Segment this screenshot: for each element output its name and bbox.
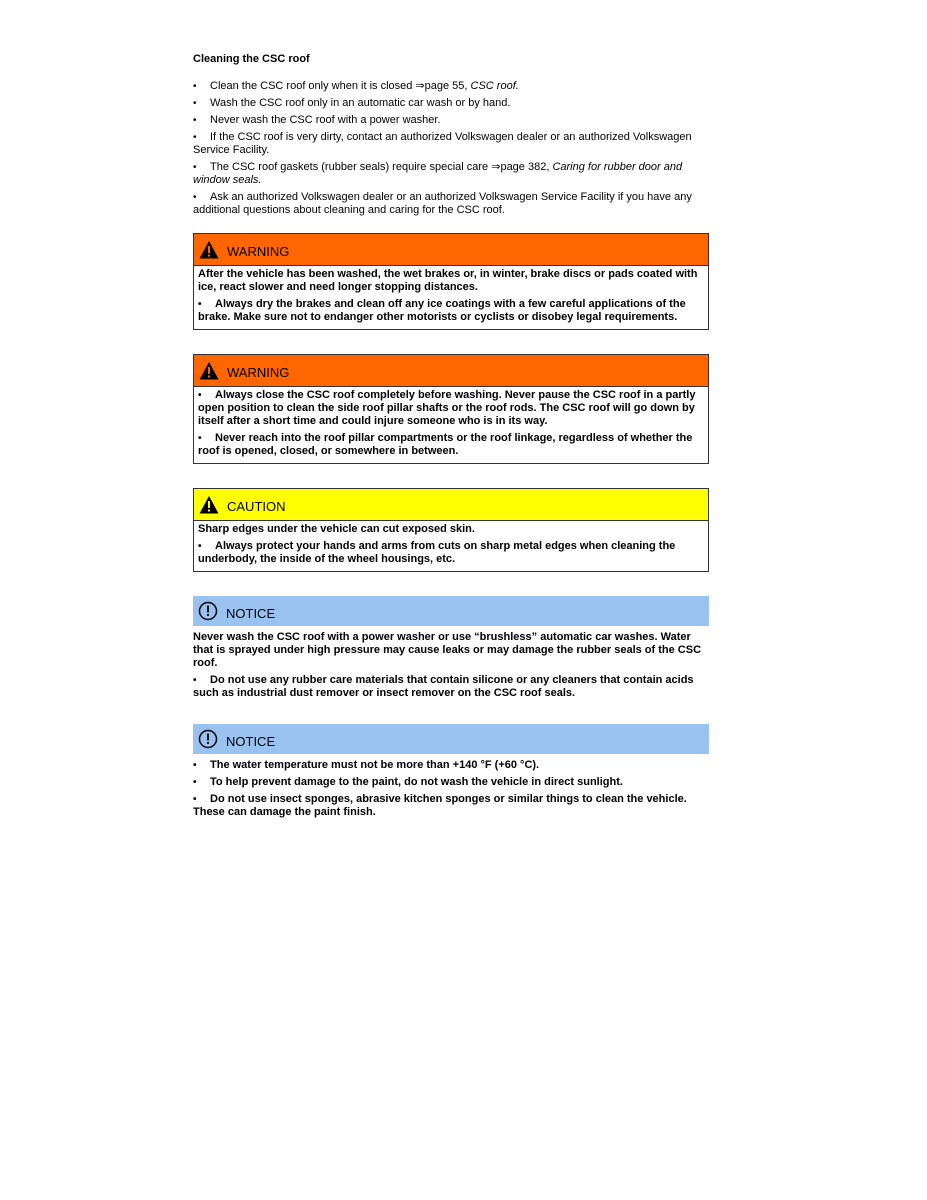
page-content xyxy=(193,52,709,823)
caution-header xyxy=(194,489,708,521)
exclamation-circle-icon xyxy=(198,729,218,749)
notice-bullet xyxy=(193,759,709,772)
list-item-text: The CSC roof gaskets (rubber seals) require special care ⇒page 382, xyxy=(210,161,553,173)
warning-bullet-text: Always dry the brakes and clean off any ice coatings with a few careful applications of the brake. Make sure not to endanger other motorists or cyclists or disobey legal requirements. xyxy=(198,298,686,323)
notice-bullet xyxy=(193,674,709,700)
bullet-icon xyxy=(193,161,210,174)
bullet-icon xyxy=(193,97,210,110)
warning-box xyxy=(193,233,709,330)
bullet-icon xyxy=(198,540,215,553)
list-item-text: Ask an authorized Volkswagen dealer or an authorized Volkswagen Service Facility if you have any additional questions about cleaning and caring for the CSC roof. xyxy=(193,191,692,216)
notice-bullet-text: To help prevent damage to the paint, do not wash the vehicle in direct sunlight. xyxy=(210,776,623,788)
warning-bullet xyxy=(198,298,705,324)
list-item xyxy=(193,191,709,217)
warning-header xyxy=(194,234,708,266)
warning-bullet-text: Always close the CSC roof completely before washing. Never pause the CSC roof in a partly open position to clean the side roof pillar shafts or the roof rods. The CSC roof will go down by itself after a short time and could injure someone who is in its way. xyxy=(198,389,696,427)
bullet-icon xyxy=(198,432,215,445)
warning-bullet xyxy=(198,432,705,458)
page-reference-link[interactable]: Caring for rubber door and window seals. xyxy=(193,161,683,186)
notice-header xyxy=(193,596,709,626)
warning-triangle-icon xyxy=(199,361,219,381)
notice-body xyxy=(193,626,709,700)
caution-label: CAUTION xyxy=(227,499,286,514)
list-item xyxy=(193,131,709,157)
list-item-text: Wash the CSC roof only in an automatic car wash or by hand. xyxy=(210,97,511,109)
bullet-icon xyxy=(193,674,210,687)
section-title: Cleaning the CSC roof xyxy=(193,53,310,65)
warning-label: WARNING xyxy=(227,244,290,259)
bullet-icon xyxy=(198,298,215,311)
page-reference-link[interactable]: CSC roof. xyxy=(470,80,519,92)
notice-header xyxy=(193,724,709,754)
bullet-icon xyxy=(193,776,210,789)
bullet-icon xyxy=(193,191,210,204)
caution-box xyxy=(193,488,709,572)
bullet-icon xyxy=(193,759,210,772)
list-item-text: Never wash the CSC roof with a power washer. xyxy=(210,114,441,126)
list-item xyxy=(193,114,709,127)
warning-header xyxy=(194,355,708,387)
notice-bullet xyxy=(193,776,709,789)
caution-bullet-text: Always protect your hands and arms from cuts on sharp metal edges when cleaning the underbody, the inside of the wheel housings, etc. xyxy=(198,540,676,565)
bullet-icon xyxy=(193,114,210,127)
exclamation-circle-icon xyxy=(198,601,218,621)
list-item xyxy=(193,97,709,110)
warning-bullet-text: Never reach into the roof pillar compartments or the roof linkage, regardless of whether the roof is opened, closed, or somewhere in between. xyxy=(198,432,693,457)
warning-triangle-icon xyxy=(199,495,219,515)
bullet-icon xyxy=(193,131,210,144)
list-item-text: Clean the CSC roof only when it is closed ⇒page 55, xyxy=(210,80,471,92)
list-item xyxy=(193,161,709,187)
warning-bullet xyxy=(198,389,705,428)
bullet-icon xyxy=(193,793,210,806)
warning-box xyxy=(193,354,709,464)
notice-intro: Never wash the CSC roof with a power washer or use “brushless” automatic car washes. Water that is sprayed under high pressure may cause leaks or may damage the rubber seals of the CSC roof. xyxy=(193,631,702,669)
cleaning-list xyxy=(193,80,709,217)
caution-intro: Sharp edges under the vehicle can cut exposed skin. xyxy=(198,523,475,535)
caution-bullet xyxy=(198,540,705,566)
bullet-icon xyxy=(193,80,210,93)
warning-triangle-icon xyxy=(199,240,219,260)
warning-intro: After the vehicle has been washed, the wet brakes or, in winter, brake discs or pads coated with ice, react slower and need longer stopping distances. xyxy=(198,268,698,293)
notice-label: NOTICE xyxy=(226,605,276,621)
list-item-text: If the CSC roof is very dirty, contact an authorized Volkswagen dealer or an authorized Volkswagen Service Facility. xyxy=(193,131,692,156)
notice-label: NOTICE xyxy=(226,733,276,749)
warning-label: WARNING xyxy=(227,365,290,380)
warning-body xyxy=(194,266,708,329)
notice-bullet-text: The water temperature must not be more than +140 °F (+60 °C). xyxy=(210,759,540,771)
list-item xyxy=(193,80,709,93)
notice-bullet xyxy=(193,793,709,819)
notice-bullet-text: Do not use any rubber care materials that contain silicone or any cleaners that contain acids such as industrial dust remover or insect remover on the CSC roof seals. xyxy=(193,674,694,699)
notice-bullet-text: Do not use insect sponges, abrasive kitchen sponges or similar things to clean the vehicle. These can damage the paint finish. xyxy=(193,793,687,818)
warning-body xyxy=(194,387,708,463)
caution-body xyxy=(194,521,708,571)
notice-body xyxy=(193,754,709,819)
bullet-icon xyxy=(198,389,215,402)
